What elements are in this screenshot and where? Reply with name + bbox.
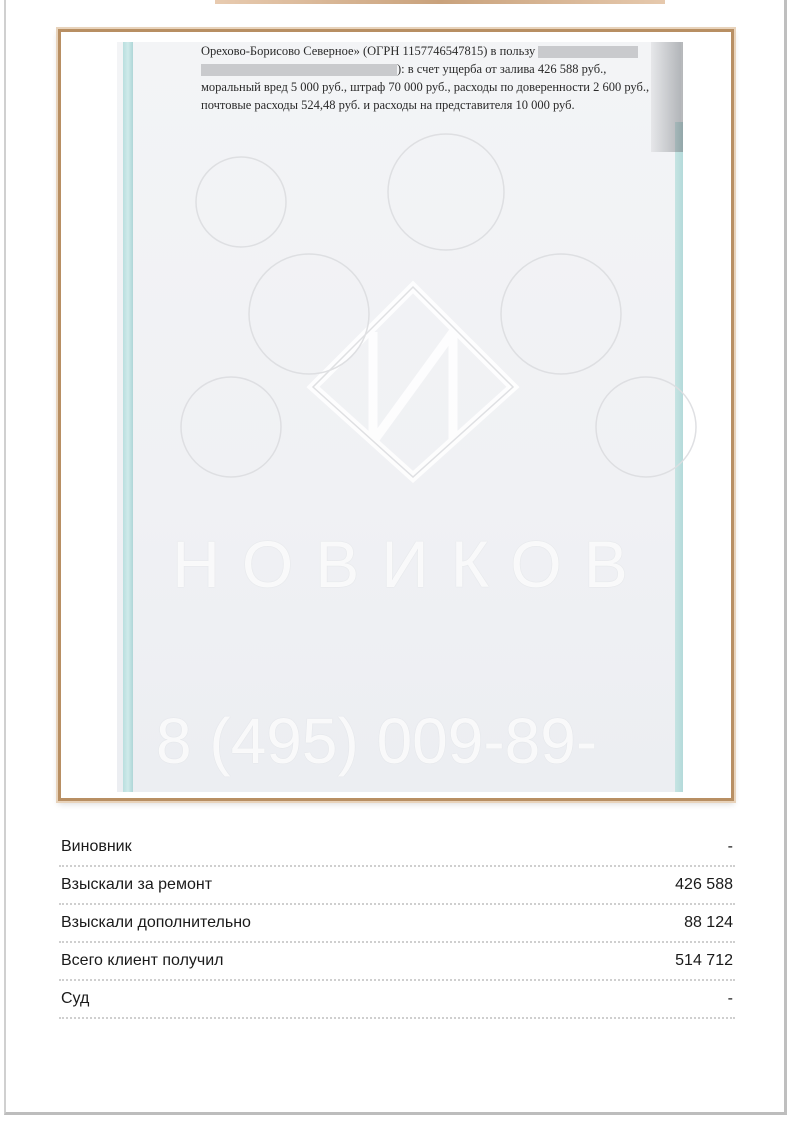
summary-value: - [727, 990, 733, 1007]
summary-value: 88 124 [684, 914, 733, 931]
redaction [538, 46, 638, 58]
summary-row-culprit [59, 829, 735, 867]
summary-label: Суд [61, 990, 90, 1007]
summary-label: Виновник [61, 838, 132, 855]
security-stripe-left [123, 42, 133, 792]
document-line: моральный вред 5 000 руб., штраф 70 000 руб., расходы по доверенности 2 600 руб., [201, 80, 650, 94]
case-summary-table [59, 829, 735, 1019]
watermark-phone: 8 (495) 009-89- [156, 705, 598, 777]
summary-row-repair [59, 867, 735, 905]
summary-label: Взыскали за ремонт [61, 876, 213, 893]
summary-label: Всего клиент получил [61, 952, 224, 969]
redaction [201, 64, 397, 76]
watermark-name: НОВИКОВ [172, 527, 650, 601]
document-line: почтовые расходы 524,48 руб. и расходы на представителя 10 000 руб. [201, 98, 575, 112]
top-decorative-strip [215, 0, 665, 4]
summary-label: Взыскали дополнительно [61, 914, 251, 931]
summary-row-court [59, 981, 735, 1019]
document-text [201, 42, 663, 114]
court-document-photo [58, 29, 734, 801]
document-paper [117, 42, 681, 792]
security-stripe-right [675, 122, 683, 792]
document-line: ): в счет ущерба от залива 426 588 руб., [201, 60, 663, 78]
document-line: Орехово-Борисово Северное» (ОГРН 1157746547815) в пользу [201, 42, 663, 60]
summary-row-total [59, 943, 735, 981]
summary-value: - [727, 838, 733, 855]
summary-value: 426 588 [675, 876, 733, 893]
summary-row-additional [59, 905, 735, 943]
summary-value: 514 712 [675, 952, 733, 969]
